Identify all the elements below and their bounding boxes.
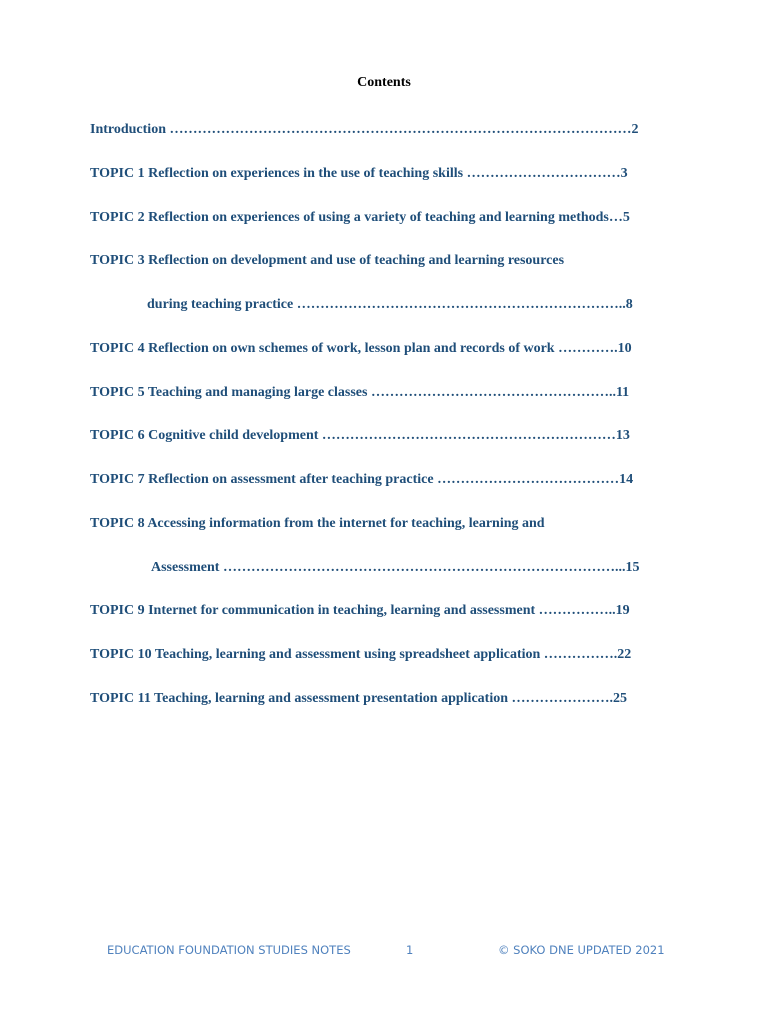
toc-entry-text: Assessment — [151, 560, 223, 575]
toc-entry-topic-8-continued[interactable] — [151, 559, 639, 577]
toc-entry-text: TOPIC 6 Cognitive child development — [90, 428, 322, 443]
toc-leader-dots: … — [608, 210, 623, 225]
contents-heading: Contents — [357, 75, 411, 90]
toc-entry-text: TOPIC 10 Teaching, learning and assessment using spreadsheet application — [90, 647, 544, 662]
toc-page-number: 5 — [622, 210, 630, 225]
toc-leader-dots: …………………. — [511, 691, 613, 706]
toc-entry-topic-8[interactable] — [90, 515, 545, 533]
toc-leader-dots: …………….. — [538, 603, 616, 618]
toc-entry-text: TOPIC 5 Teaching and managing large classes — [90, 385, 371, 400]
toc-page-number: 13 — [615, 428, 630, 443]
toc-entry-topic-7[interactable] — [90, 471, 633, 489]
toc-entry-topic-1[interactable] — [90, 165, 628, 183]
toc-page-number: 22 — [617, 647, 632, 662]
toc-leader-dots: …………………………… — [466, 166, 621, 181]
toc-page-number: 11 — [615, 385, 630, 400]
toc-page-number: 3 — [620, 166, 628, 181]
toc-page-number: 25 — [613, 691, 627, 706]
toc-leader-dots: …………………………………………….. — [370, 385, 616, 400]
toc-entry-text: TOPIC 7 Reflection on assessment after teaching practice — [90, 472, 438, 487]
toc-page-number: 15 — [625, 560, 640, 575]
toc-entry-topic-2[interactable] — [90, 209, 630, 227]
toc-page-number: 19 — [615, 603, 630, 618]
toc-entry-text: TOPIC 11 Teaching, learning and assessment presentation application — [90, 691, 512, 706]
toc-leader-dots: ……………………………………………………… — [321, 428, 616, 443]
toc-entry-topic-11[interactable] — [90, 690, 627, 708]
toc-leader-dots: ………………………………… — [437, 472, 620, 487]
toc-entry-text: TOPIC 4 Reflection on own schemes of work, lesson plan and records of work — [90, 341, 559, 356]
toc-page-number: 10 — [617, 341, 632, 356]
toc-entry-topic-3-continued[interactable] — [147, 296, 633, 314]
toc-entry-topic-5[interactable] — [90, 384, 629, 402]
toc-leader-dots: ……………. — [543, 647, 618, 662]
toc-page-number: 14 — [619, 472, 634, 487]
toc-entry-topic-3[interactable] — [90, 252, 564, 270]
toc-page-number: 8 — [625, 297, 633, 312]
footer-right-text: © SOKO DNE UPDATED 2021 — [498, 943, 665, 957]
toc-page-number: 2 — [631, 122, 639, 137]
footer-left-text: EDUCATION FOUNDATION STUDIES NOTES — [107, 943, 351, 957]
toc-entry-text: Introduction — [90, 122, 170, 137]
toc-leader-dots: ……………………………………………………………………………………… — [169, 122, 632, 137]
footer-page-number: 1 — [406, 943, 414, 957]
toc-leader-dots: …………………………………………………………………………... — [222, 560, 626, 575]
toc-entry-topic-6[interactable] — [90, 427, 630, 445]
toc-entry-text: during teaching practice — [147, 297, 297, 312]
toc-leader-dots: …………. — [558, 341, 618, 356]
toc-entry-introduction[interactable] — [90, 121, 638, 139]
toc-entry-topic-9[interactable] — [90, 602, 630, 620]
toc-entry-text: TOPIC 3 Reflection on development and use of teaching and learning resources — [90, 253, 565, 268]
toc-entry-text: TOPIC 9 Internet for communication in teaching, learning and assessment — [90, 603, 539, 618]
toc-entry-topic-10[interactable] — [90, 646, 631, 664]
toc-entry-text: TOPIC 1 Reflection on experiences in the use of teaching skills — [90, 166, 467, 181]
toc-entry-text: TOPIC 2 Reflection on experiences of using a variety of teaching and learning methods — [90, 210, 609, 225]
toc-entry-topic-4[interactable] — [90, 340, 632, 358]
toc-entry-text: TOPIC 8 Accessing information from the internet for teaching, learning and — [90, 516, 545, 531]
toc-leader-dots: …………………………………………………………….. — [296, 297, 626, 312]
